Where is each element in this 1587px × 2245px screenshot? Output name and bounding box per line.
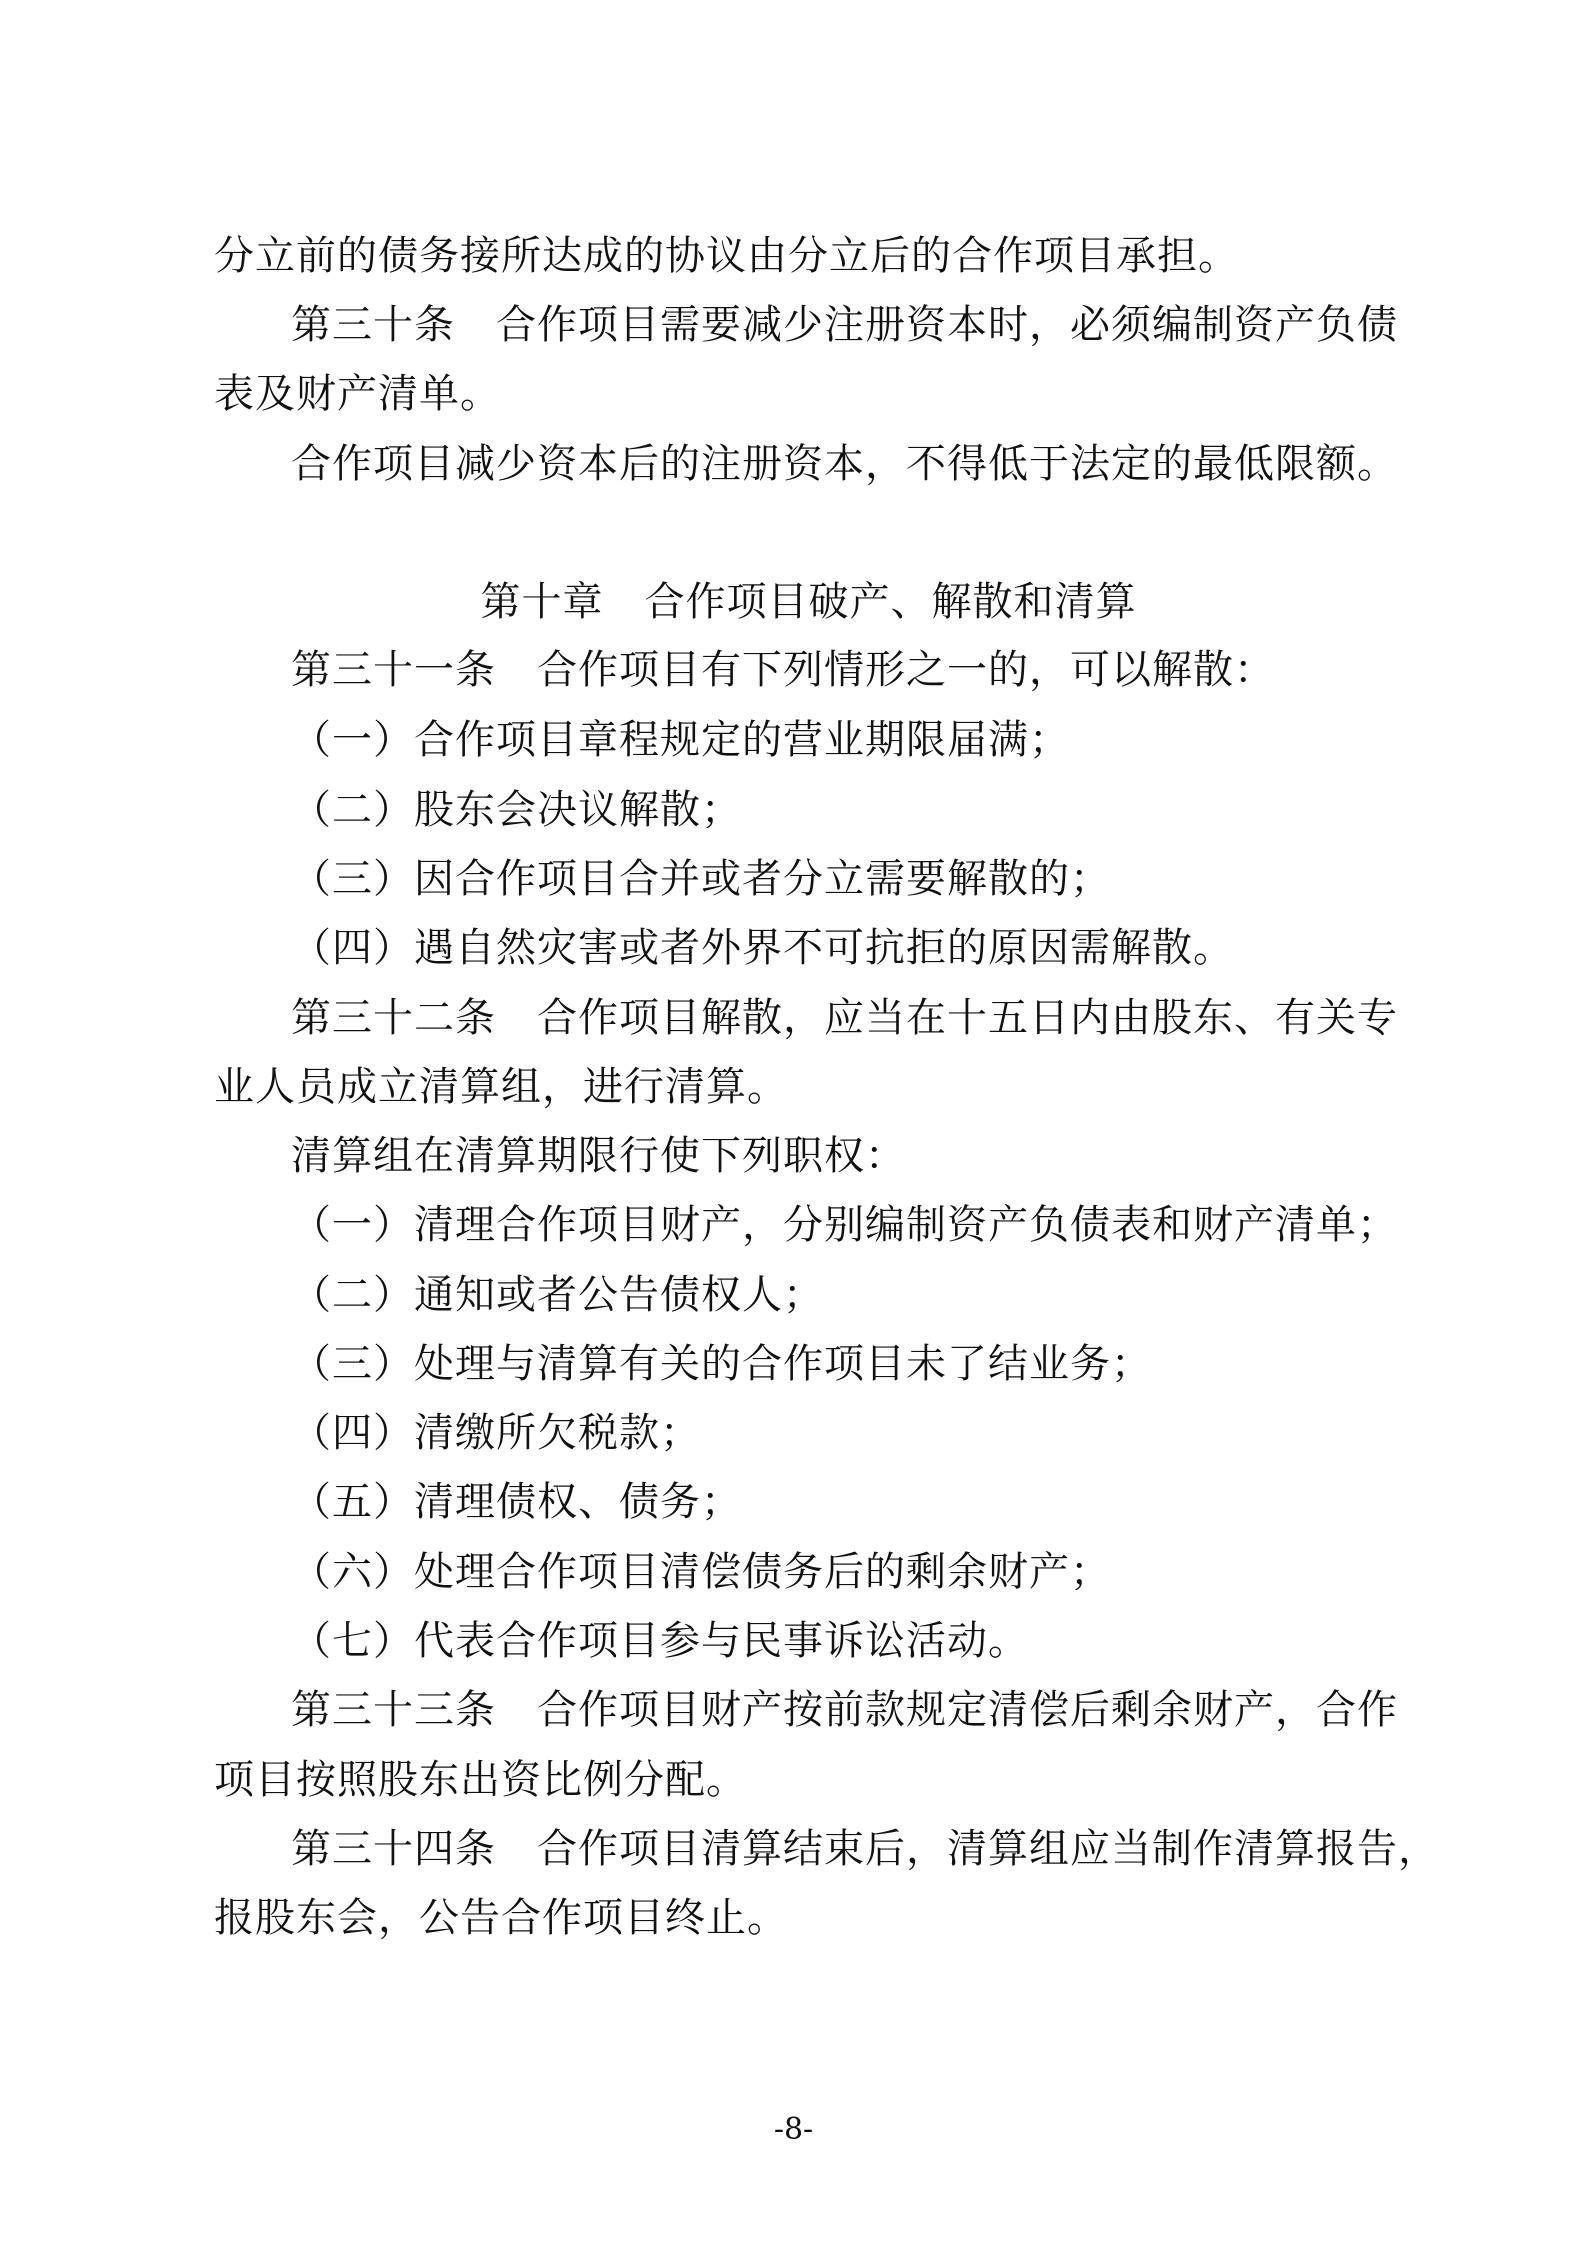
article-30-line-1: 第三十条 合作项目需要减少注册资本时，必须编制资产负债	[291, 302, 1398, 348]
list-item: （五）清理债权、债务；	[291, 1479, 742, 1525]
article-31-line-1: 第三十一条 合作项目有下列情形之一的，可以解散：	[291, 647, 1275, 693]
list-item: （二）通知或者公告债权人；	[291, 1272, 824, 1318]
list-item: （一）清理合作项目财产，分别编制资产负债表和财产清单；	[291, 1202, 1398, 1248]
list-item: （四）遇自然灾害或者外界不可抗拒的原因需解散。	[291, 925, 1234, 971]
chapter-title: 第十章 合作项目破产、解散和清算	[480, 579, 1137, 625]
page-number: -8-	[773, 2112, 814, 2147]
liquidation-powers-intro: 清算组在清算期限行使下列职权：	[291, 1133, 906, 1179]
article-34-line-2: 报股东会，公告合作项目终止。	[214, 1895, 788, 1941]
list-item: （七）代表合作项目参与民事诉讼活动。	[291, 1618, 1029, 1664]
continuation-line: 分立前的债务接所达成的协议由分立后的合作项目承担。	[214, 233, 1239, 279]
article-33-line-2: 项目按照股东出资比例分配。	[214, 1757, 747, 1803]
article-30-paragraph-2: 合作项目减少资本后的注册资本，不得低于法定的最低限额。	[291, 441, 1398, 487]
article-30-line-2: 表及财产清单。	[214, 371, 501, 417]
list-item: （四）清缴所欠税款；	[291, 1410, 701, 1456]
article-32-line-1: 第三十二条 合作项目解散，应当在十五日内由股东、有关专	[291, 995, 1398, 1041]
article-34-line-1: 第三十四条 合作项目清算结束后，清算组应当制作清算报告，	[291, 1826, 1439, 1872]
list-item: （三）因合作项目合并或者分立需要解散的；	[291, 856, 1111, 902]
list-item: （三）处理与清算有关的合作项目未了结业务；	[291, 1341, 1152, 1387]
list-item: （一）合作项目章程规定的营业期限届满；	[291, 717, 1070, 763]
article-32-line-2: 业人员成立清算组，进行清算。	[214, 1064, 788, 1110]
article-33-line-1: 第三十三条 合作项目财产按前款规定清偿后剩余财产，合作	[291, 1687, 1398, 1733]
list-item: （六）处理合作项目清偿债务后的剩余财产；	[291, 1549, 1111, 1595]
list-item: （二）股东会决议解散；	[291, 787, 742, 833]
